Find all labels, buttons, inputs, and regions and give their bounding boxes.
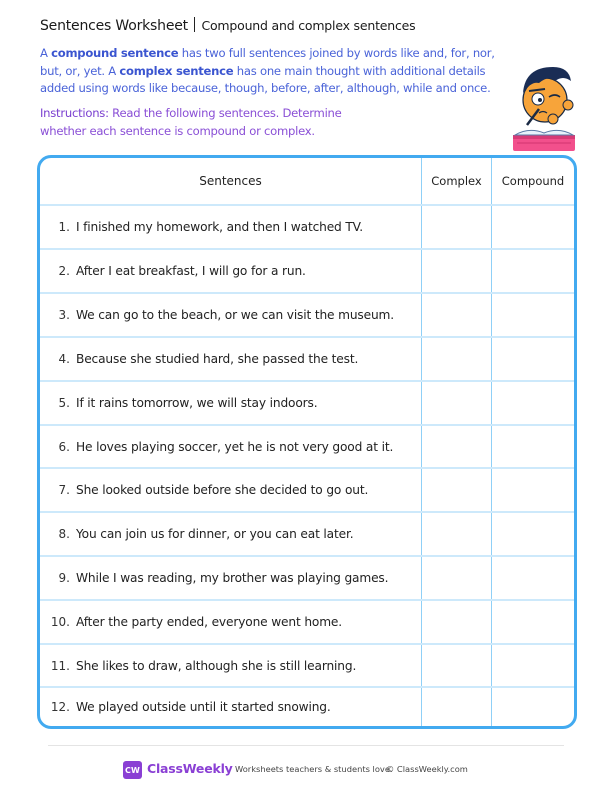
row-number: 8. [58,527,70,541]
sentence-text: He loves playing soccer, yet he is not very good at it. [76,439,394,454]
footer-tagline: Worksheets teachers & students love. [235,764,393,774]
sentence-text: After the party ended, everyone went home. [76,615,342,629]
compound-answer-cell[interactable] [491,469,574,511]
sentence-text: We played outside until it started snowing. [76,700,331,714]
classweekly-logo-icon: CW [123,761,142,779]
row-number: 2. [58,264,70,278]
thinking-boy-illustration [505,55,585,155]
compound-answer-cell[interactable] [491,688,574,726]
row-number: 3. [58,308,70,322]
table-row [40,206,574,250]
row-number: 4. [58,352,70,366]
complex-answer-cell[interactable] [421,294,491,336]
table-row [40,338,574,382]
table-row [40,645,574,688]
complex-answer-cell[interactable] [421,382,491,424]
sentence-text: We can go to the beach, or we can visit the museum. [76,308,394,322]
row-number: 11. [50,658,70,673]
header-compound: Compound [491,158,574,204]
footer-divider [48,745,564,746]
compound-answer-cell[interactable] [491,645,574,686]
sentence-text: After I eat breakfast, I will go for a run. [76,264,306,278]
row-number: 9. [58,571,70,585]
row-number: 12. [50,700,70,714]
term-compound: compound sentence [51,46,179,60]
compound-answer-cell[interactable] [491,338,574,380]
title-subtitle: Compound and complex sentences [201,18,416,33]
table-header-row [40,158,574,206]
table-row [40,469,574,513]
intro-text-a: A [40,46,52,60]
compound-answer-cell[interactable] [491,426,574,467]
compound-answer-cell[interactable] [491,601,574,643]
compound-answer-cell[interactable] [491,557,574,599]
sentence-text: You can join us for dinner, or you can eat later. [76,527,354,541]
header-sentences-cell [40,158,421,204]
complex-answer-cell[interactable] [421,426,491,467]
table-row [40,382,574,426]
table-row [40,557,574,601]
footer-copyright: © ClassWeekly.com [386,764,468,774]
title-separator [194,17,196,32]
sentence-text: While I was reading, my brother was playing games. [76,571,389,585]
sentence-text: She likes to draw, although she is still learning. [76,658,357,673]
sentence-text: I finished my homework, and then I watched TV. [76,220,363,234]
row-number: 7. [58,483,70,497]
complex-answer-cell[interactable] [421,557,491,599]
term-complex: complex sentence [119,63,234,78]
complex-answer-cell[interactable] [421,469,491,511]
worksheet-title [40,17,415,34]
complex-answer-cell[interactable] [421,688,491,726]
sentences-table [37,155,577,729]
instructions [40,105,380,140]
footer [0,757,612,781]
sentence-text: If it rains tomorrow, we will stay indoors. [76,396,318,410]
table-row [40,688,574,726]
compound-answer-cell[interactable] [491,513,574,555]
intro-text-c: has one main thought with additional details added using words like because, though, before, after, although, while and once. [40,63,491,95]
row-number: 5. [58,396,70,410]
table-row [40,601,574,645]
complex-answer-cell[interactable] [421,513,491,555]
complex-answer-cell[interactable] [421,250,491,292]
table-row [40,250,574,294]
table-row [40,294,574,338]
complex-answer-cell[interactable] [421,338,491,380]
header-sentences: Sentences [199,174,262,188]
row-number: 1. [58,220,70,234]
header-complex: Complex [421,158,491,204]
row-number: 10. [50,615,70,629]
compound-answer-cell[interactable] [491,382,574,424]
compound-answer-cell[interactable] [491,206,574,248]
table-row [40,426,574,469]
sentence-text: She looked outside before she decided to go out. [76,483,369,497]
title-main: Sentences Worksheet [40,18,188,34]
sentence-text: Because she studied hard, she passed the test. [76,352,359,366]
compound-answer-cell[interactable] [491,294,574,336]
table-row [40,513,574,557]
complex-answer-cell[interactable] [421,206,491,248]
row-number: 6. [58,439,70,454]
intro-text-b: has two full sentences joined by words like and, for, nor, but, or, yet. A [40,46,495,78]
definition-paragraph [40,45,510,98]
complex-answer-cell[interactable] [421,645,491,686]
instructions-label: Instructions: [40,106,109,120]
brand-name: ClassWeekly [147,761,233,776]
complex-answer-cell[interactable] [421,601,491,643]
instructions-text: Read the following sentences. Determine whether each sentence is compound or complex. [40,106,342,138]
compound-answer-cell[interactable] [491,250,574,292]
